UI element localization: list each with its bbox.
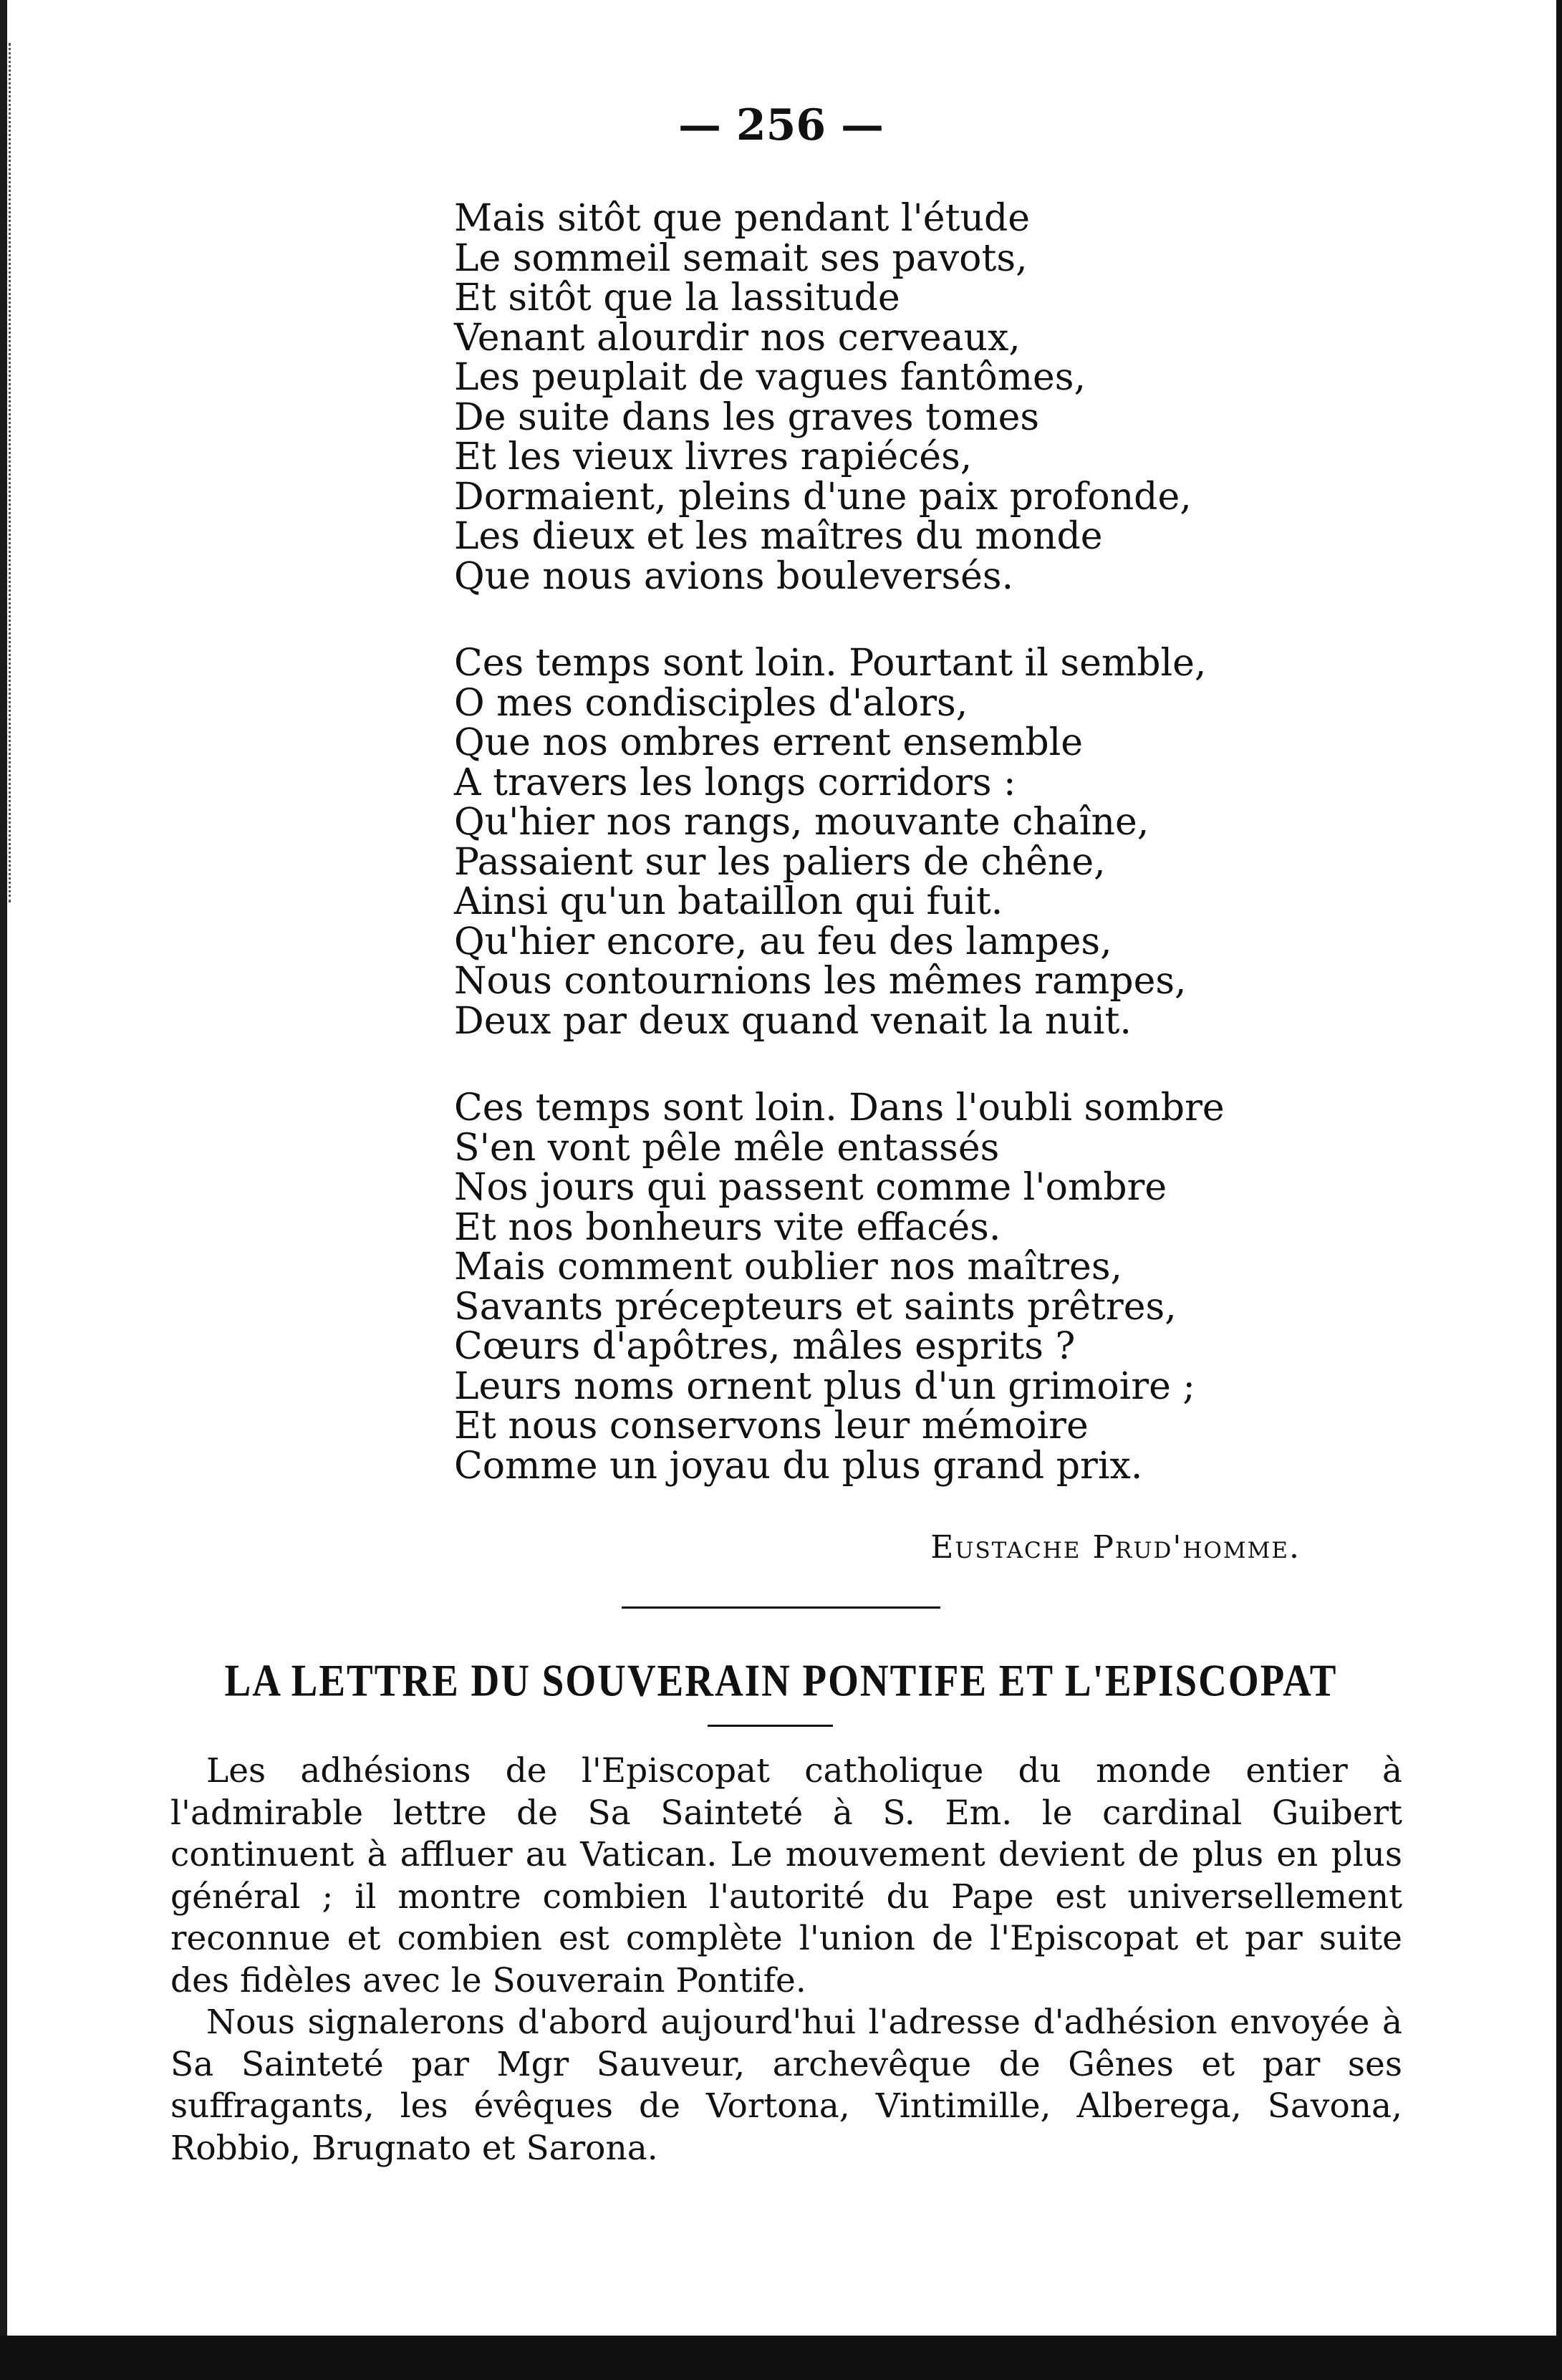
verse-line: Ces temps sont loin. Dans l'oubli sombre [454, 1087, 1225, 1129]
verse-line: Mais comment oublier nos maîtres, [454, 1246, 1123, 1288]
verse-line: Ainsi qu'un bataillon qui fuit. [454, 880, 1003, 923]
page-edge-bottom [0, 2336, 1562, 2380]
poem [454, 199, 1528, 1533]
heading-underline [708, 1725, 833, 1727]
verse-line: Savants précepteurs et saints prêtres, [454, 1285, 1177, 1329]
verse-line: Que nos ombres errent ensemble [454, 721, 1084, 764]
page-edge-right [1556, 0, 1562, 2380]
verse-line: Nos jours qui passent comme l'ombre [454, 1166, 1167, 1209]
page-edge-left [0, 0, 7, 2380]
verse-line: Et nos bonheurs vite effacés. [454, 1205, 1001, 1249]
verse-line: O mes condisciples d'alors, [454, 681, 968, 725]
verse-line: Et sitôt que la lassitude [454, 276, 900, 319]
poem-stanza [454, 199, 1528, 597]
verse-line: Le sommeil semait ses pavots, [454, 236, 1028, 280]
poem-signature: Eustache Prud'homme. [930, 1529, 1301, 1566]
verse-line: S'en vont pêle mêle entassés [454, 1126, 1000, 1170]
poem-stanza [454, 644, 1528, 1041]
verse-line: Qu'hier nos rangs, mouvante chaîne, [454, 801, 1149, 844]
verse-line: Les peuplait de vagues fantômes, [454, 356, 1086, 399]
verse-line: Ces temps sont loin. Pourtant il semble, [454, 642, 1207, 685]
verse-line: Nous contournions les mêmes rampes, [454, 960, 1187, 1003]
verse-line: Comme un joyau du plus grand prix. [454, 1444, 1143, 1488]
verse-line: Mais sitôt que pendant l'étude [454, 197, 1031, 240]
verse-line: Dormaient, pleins d'une paix profonde, [454, 475, 1192, 519]
verse-line: A travers les longs corridors : [454, 761, 1016, 804]
verse-line: Leurs noms ornent plus d'un grimoire ; [454, 1364, 1195, 1408]
verse-line: Et les vieux livres rapiécés, [454, 435, 973, 478]
verse-line: Les dieux et les maîtres du monde [454, 515, 1103, 558]
page-number: — 256 — [678, 100, 884, 150]
page-edge-speckle [9, 43, 18, 902]
verse-line: De suite dans les graves tomes [454, 395, 1040, 439]
verse-line: Et nous conservons leur mémoire [454, 1405, 1089, 1447]
verse-line: Venant alourdir nos cerveaux, [454, 316, 1021, 360]
article-body [170, 1750, 1402, 2169]
verse-line: Qu'hier encore, au feu des lampes, [454, 920, 1112, 963]
article-paragraph: Nous signalerons d'abord aujourd'hui l'adresse d'adhésion envoyée à Sa Sainteté par Mgr Sauveur, archevêque de Gênes et par ses suffragants, les évêques de Vortona, Vintimille, Alberega, Savona, Robbio, Brugnato et Sarona. [170, 2003, 1402, 2168]
verse-line: Deux par deux quand venait la nuit. [454, 999, 1132, 1043]
article-paragraph: Les adhésions de l'Episcopat catholique du monde entier à l'admirable lettre de Sa Sainteté à S. Em. le cardinal Guibert continuent à affluer au Vatican. Le mouvement devient de plus en plus général ; il montre combien l'autorité du Pape est universellement reconnue et combien est complète l'union de l'Episcopat et par suite des fidèles avec le Souverain Pontife. [170, 1751, 1402, 2000]
section-divider [622, 1606, 940, 1609]
poem-stanza [454, 1089, 1528, 1486]
verse-line: Que nous avions bouleversés. [454, 554, 1014, 598]
verse-line: Passaient sur les paliers de chêne, [454, 840, 1106, 884]
verse-line: Cœurs d'apôtres, mâles esprits ? [454, 1325, 1076, 1368]
article-heading: LA LETTRE DU SOUVERAIN PONTIFE ET L'EPISCOPAT [224, 1655, 1338, 1706]
